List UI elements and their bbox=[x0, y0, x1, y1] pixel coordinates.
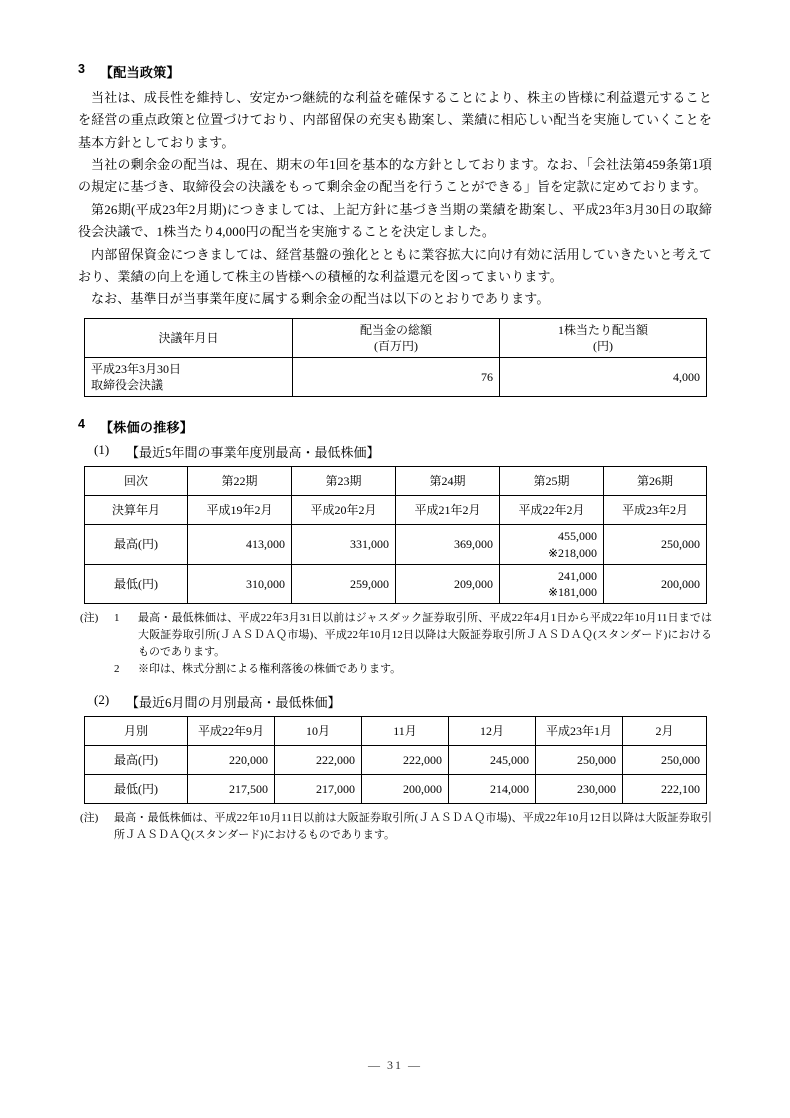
table-cell-line: 250,000 bbox=[577, 753, 616, 768]
section-4-number: 4 bbox=[78, 417, 86, 432]
note-text: 最高・最低株価は、平成22年3月31日以前はジャスダック証券取引所、平成22年4月1日から平成22年10月11日までは大阪証券取引所(ＪＡＳＤＡＱ市場)、平成22年10月12日以降は大阪証券取引所ＪＡＳＤＡＱ(スタンダード)におけるものであります。 bbox=[138, 612, 712, 659]
dividend-cell-per-share: 4,000 bbox=[500, 357, 707, 396]
table-header-cell: 平成22年9月 bbox=[188, 717, 275, 746]
dividend-header-per-share bbox=[500, 318, 707, 357]
section-4-sub1-number: (1) bbox=[94, 442, 110, 458]
table-header-cell: 12月 bbox=[449, 717, 536, 746]
section-3-paragraph-5: なお、基準日が当事業年度に属する剰余金の配当は以下のとおりであります。 bbox=[91, 291, 550, 307]
table-cell-line: ※181,000 bbox=[547, 584, 597, 599]
note-text: 最高・最低株価は、平成22年10月11日以前は大阪証券取引所(ＪＡＳＤＡＱ市場)、平成22年10月12日以降は大阪証券取引所ＪＡＳＤＡＱ(スタンダード)におけるものであります。 bbox=[114, 812, 712, 842]
table-cell-line: 209,000 bbox=[454, 576, 493, 591]
table-cell-line: 214,000 bbox=[490, 782, 529, 797]
section-4-sub1-title: 【最近5年間の事業年度別最高・最低株価】 bbox=[126, 445, 380, 461]
table-cell-line: 241,000 bbox=[558, 568, 597, 583]
table-header-cell: 10月 bbox=[275, 717, 362, 746]
dividend-cell-date bbox=[85, 357, 293, 396]
table-header-cell: 第24期 bbox=[396, 467, 500, 496]
section-4-heading bbox=[78, 417, 712, 436]
table-cell-line: 平成21年2月 bbox=[414, 503, 481, 518]
table-cell bbox=[188, 525, 292, 564]
table-header-cell: 第22期 bbox=[188, 467, 292, 496]
table-cell bbox=[500, 525, 604, 564]
section-3-paragraph-2: 当社の剰余金の配当は、現在、期末の年1回を基本的な方針としております。なお、「会社法第459条第1項の規定に基づき、取締役会の決議をもって剰余金の配当を行うことができる」旨を定款に定めております。 bbox=[78, 157, 712, 195]
table-header-row bbox=[85, 717, 707, 746]
section-3-paragraph-4: 内部留保資金につきましては、経営基盤の強化とともに業容拡大に向け有効に活用していきたいと考えており、業績の向上を通して株主の皆様への積極的な利益還元を図ってまいります。 bbox=[78, 246, 712, 284]
table-cell-line: ※218,000 bbox=[547, 545, 597, 560]
table-cell bbox=[188, 746, 275, 775]
table-row-label: 決算年月 bbox=[85, 496, 188, 525]
page-number: — 31 — bbox=[368, 1058, 422, 1072]
table-cell-line: 222,000 bbox=[403, 753, 442, 768]
table-cell-line: 413,000 bbox=[246, 537, 285, 552]
table-cell-line: 369,000 bbox=[454, 537, 493, 552]
dividend-header-date bbox=[85, 318, 293, 357]
section-3-paragraph-1: 当社は、成長性を維持し、安定かつ継続的な利益を確保することにより、株主の皆様に利益還元することを経営の重点政策と位置づけており、内部留保の充実も勘案し、業績に相応しい配当を実施していくことを基本方針としております。 bbox=[78, 90, 712, 150]
dividend-header-per-share-line1: 1株当たり配当額 bbox=[557, 322, 648, 337]
table-header-cell: 11月 bbox=[362, 717, 449, 746]
yearly-price-table bbox=[84, 466, 707, 604]
table-header-cell: 第23期 bbox=[292, 467, 396, 496]
dividend-header-total-line2: (百万円) bbox=[374, 338, 418, 353]
note-item bbox=[78, 810, 712, 844]
table-cell-line: 250,000 bbox=[661, 753, 700, 768]
table-cell bbox=[188, 775, 275, 804]
table-header-row bbox=[85, 467, 707, 496]
table-cell bbox=[188, 564, 292, 603]
table-cell-line: 230,000 bbox=[577, 782, 616, 797]
note-index: 1 bbox=[114, 612, 120, 625]
section-4-sub2-notes bbox=[78, 810, 712, 844]
table-cell-line: 455,000 bbox=[558, 529, 597, 544]
table-cell-line: 250,000 bbox=[661, 537, 700, 552]
section-3-number: 3 bbox=[78, 62, 86, 76]
table-cell-line: 平成22年2月 bbox=[518, 503, 585, 518]
section-3-heading bbox=[78, 62, 712, 81]
note-label: (注) bbox=[80, 612, 99, 625]
table-row bbox=[85, 357, 707, 396]
table-cell bbox=[500, 564, 604, 603]
table-cell-line: 平成23年2月 bbox=[621, 503, 688, 518]
table-cell bbox=[275, 746, 362, 775]
table-cell bbox=[362, 746, 449, 775]
note-index: 2 bbox=[114, 663, 120, 676]
table-row bbox=[85, 496, 707, 525]
table-cell bbox=[604, 564, 707, 603]
table-cell-line: 331,000 bbox=[350, 537, 389, 552]
table-cell bbox=[604, 496, 707, 525]
page-content bbox=[78, 62, 712, 844]
dividend-cell-date-line1: 平成23年3月30日 bbox=[91, 361, 182, 376]
dividend-cell-total: 76 bbox=[293, 357, 500, 396]
table-cell bbox=[449, 746, 536, 775]
table-row bbox=[85, 564, 707, 603]
table-header-cell: 平成23年1月 bbox=[536, 717, 623, 746]
section-3-title: 【配当政策】 bbox=[100, 65, 180, 80]
table-cell-line: 222,100 bbox=[661, 782, 700, 797]
table-cell bbox=[188, 496, 292, 525]
table-cell-line: 平成19年2月 bbox=[206, 503, 273, 518]
section-4-title: 【株価の推移】 bbox=[100, 420, 194, 436]
table-cell bbox=[604, 525, 707, 564]
table-cell bbox=[623, 746, 707, 775]
table-row-label: 最低(円) bbox=[85, 564, 188, 603]
note-text: ※印は、株式分割による権利落後の株価であります。 bbox=[138, 663, 402, 676]
table-cell-line: 217,000 bbox=[316, 782, 355, 797]
table-row bbox=[85, 746, 707, 775]
table-header-cell: 第25期 bbox=[500, 467, 604, 496]
table-cell bbox=[536, 746, 623, 775]
monthly-price-table-body bbox=[85, 717, 707, 804]
table-cell bbox=[396, 525, 500, 564]
dividend-header-total-line1: 配当金の総額 bbox=[359, 322, 432, 337]
table-cell bbox=[362, 775, 449, 804]
yearly-price-table-body bbox=[85, 467, 707, 604]
dividend-table bbox=[84, 318, 707, 398]
table-cell-line: 200,000 bbox=[403, 782, 442, 797]
table-cell-line: 310,000 bbox=[246, 576, 285, 591]
section-4-sub2-title: 【最近6月間の月別最高・最低株価】 bbox=[126, 695, 341, 711]
section-4-sub2-heading bbox=[78, 692, 712, 711]
table-header-cell: 2月 bbox=[623, 717, 707, 746]
table-cell-line: 220,000 bbox=[229, 753, 268, 768]
dividend-header-date-line1: 決議年月日 bbox=[158, 330, 219, 345]
table-cell bbox=[396, 564, 500, 603]
section-3-paragraph-3: 第26期(平成23年2月期)につきましては、上記方針に基づき当期の業績を勘案し、平成23年3月30日の取締役会決議で、1株当たり4,000円の配当を実施することを決定しました。 bbox=[78, 201, 712, 240]
table-row-label: 最高(円) bbox=[85, 525, 188, 564]
table-header-cell: 月別 bbox=[85, 717, 188, 746]
table-row bbox=[85, 525, 707, 564]
table-cell-line: 245,000 bbox=[490, 753, 529, 768]
table-cell-line: 平成20年2月 bbox=[310, 503, 377, 518]
table-cell bbox=[292, 564, 396, 603]
table-header-cell: 第26期 bbox=[604, 467, 707, 496]
table-row-label: 最低(円) bbox=[85, 775, 188, 804]
dividend-cell-date-line2: 取締役会決議 bbox=[91, 378, 164, 393]
table-cell bbox=[623, 775, 707, 804]
table-cell bbox=[500, 496, 604, 525]
table-cell bbox=[396, 496, 500, 525]
table-cell bbox=[536, 775, 623, 804]
table-cell-line: 200,000 bbox=[661, 576, 700, 591]
dividend-header-per-share-line2: (円) bbox=[593, 338, 613, 353]
section-4-sub1-notes bbox=[78, 610, 712, 678]
table-row bbox=[85, 775, 707, 804]
monthly-price-table bbox=[84, 716, 707, 804]
table-cell bbox=[292, 525, 396, 564]
table-cell bbox=[292, 496, 396, 525]
note-label: (注) bbox=[80, 812, 99, 825]
table-cell-line: 217,500 bbox=[229, 782, 268, 797]
note-item bbox=[78, 610, 712, 661]
table-cell-line: 259,000 bbox=[350, 576, 389, 591]
table-cell bbox=[275, 775, 362, 804]
table-header-cell: 回次 bbox=[85, 467, 188, 496]
table-cell-line: 222,000 bbox=[316, 753, 355, 768]
note-item bbox=[78, 661, 712, 678]
section-4-sub2-number: (2) bbox=[94, 692, 110, 708]
table-row bbox=[85, 318, 707, 357]
table-cell bbox=[449, 775, 536, 804]
dividend-header-total bbox=[293, 318, 500, 357]
table-row-label: 最高(円) bbox=[85, 746, 188, 775]
section-4-sub1-heading bbox=[78, 442, 712, 461]
